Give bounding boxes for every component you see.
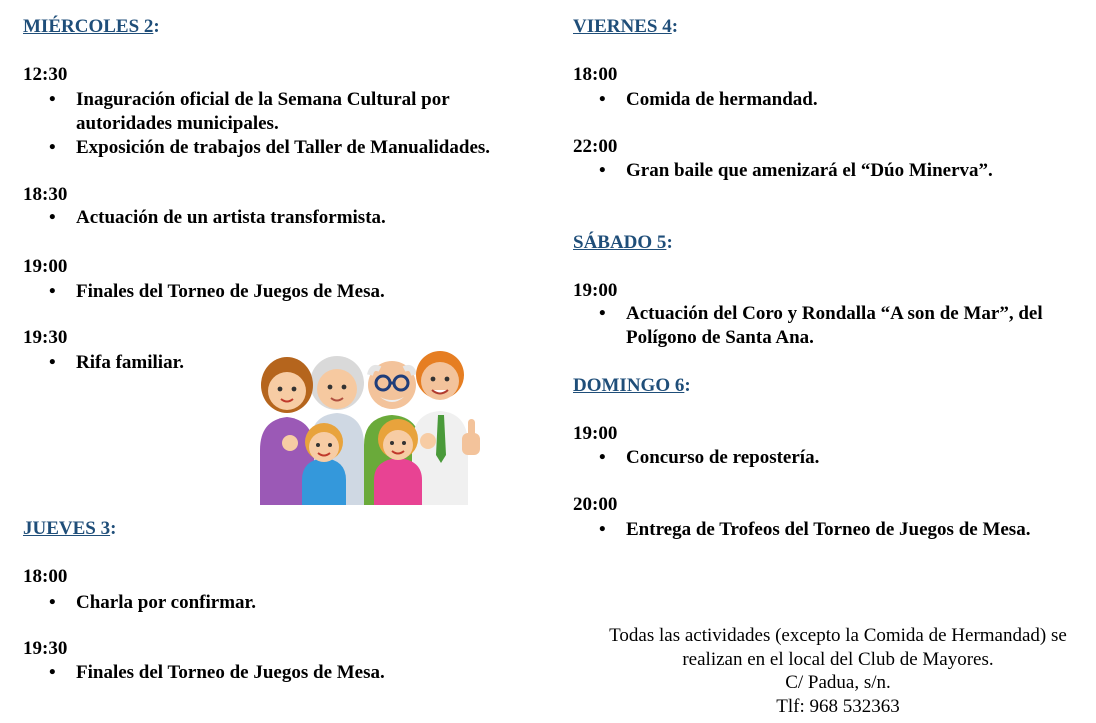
list-item: • Exposición de trabajos del Taller de Manualidades. [76,136,556,160]
day-heading-sunday: DOMINGO 6: [573,375,691,396]
time-label: 12:30 [23,64,68,85]
footer-line: realizan en el local del Club de Mayores. [682,648,994,670]
list-item: • Gran baile que amenizará el “Dúo Minerva”. [626,159,1096,183]
day-heading-thursday: JUEVES 3: [23,518,117,539]
list-item: • Finales del Torneo de Juegos de Mesa. [76,280,546,304]
footer-address: C/ Padua, s/n. [785,672,891,693]
time-label: 19:00 [573,423,618,444]
list-item: • Concurso de repostería. [626,446,1086,470]
footer-note [573,624,1096,718]
footer-phone: Tlf: 968 532363 [776,695,900,717]
time-label: 19:00 [573,280,618,301]
list-item: • Inaguración oficial de la Semana Cultural por autoridades municipales. [76,88,506,136]
family-illustration-icon [252,345,487,505]
day-heading-wednesday: MIÉRCOLES 2: [23,16,160,37]
list-item: • Actuación del Coro y Rondalla “A son de Mar”, del Polígono de Santa Ana. [626,302,1094,350]
list-item: • Finales del Torneo de Juegos de Mesa. [76,661,546,685]
list-item: • Comida de hermandad. [626,88,1086,112]
footer-line: Todas las actividades (excepto la Comida de Hermandad) se [609,625,1067,646]
time-label: 18:00 [573,64,618,85]
time-label: 18:00 [23,566,68,587]
time-label: 18:30 [23,184,68,205]
list-item: • Charla por confirmar. [76,591,546,615]
time-label: 19:30 [23,638,68,659]
list-item: • Entrega de Trofeos del Torneo de Juegos de Mesa. [626,518,1094,542]
time-label: 20:00 [573,494,618,515]
time-label: 19:00 [23,256,68,277]
list-item: • Actuación de un artista transformista. [76,206,546,230]
list-item: • Rifa familiar. [76,351,246,375]
day-heading-friday: VIERNES 4: [573,16,679,37]
time-label: 22:00 [573,136,618,157]
father-figure-icon [412,351,480,505]
day-heading-saturday: SÁBADO 5: [573,232,673,253]
time-label: 19:30 [23,327,68,348]
